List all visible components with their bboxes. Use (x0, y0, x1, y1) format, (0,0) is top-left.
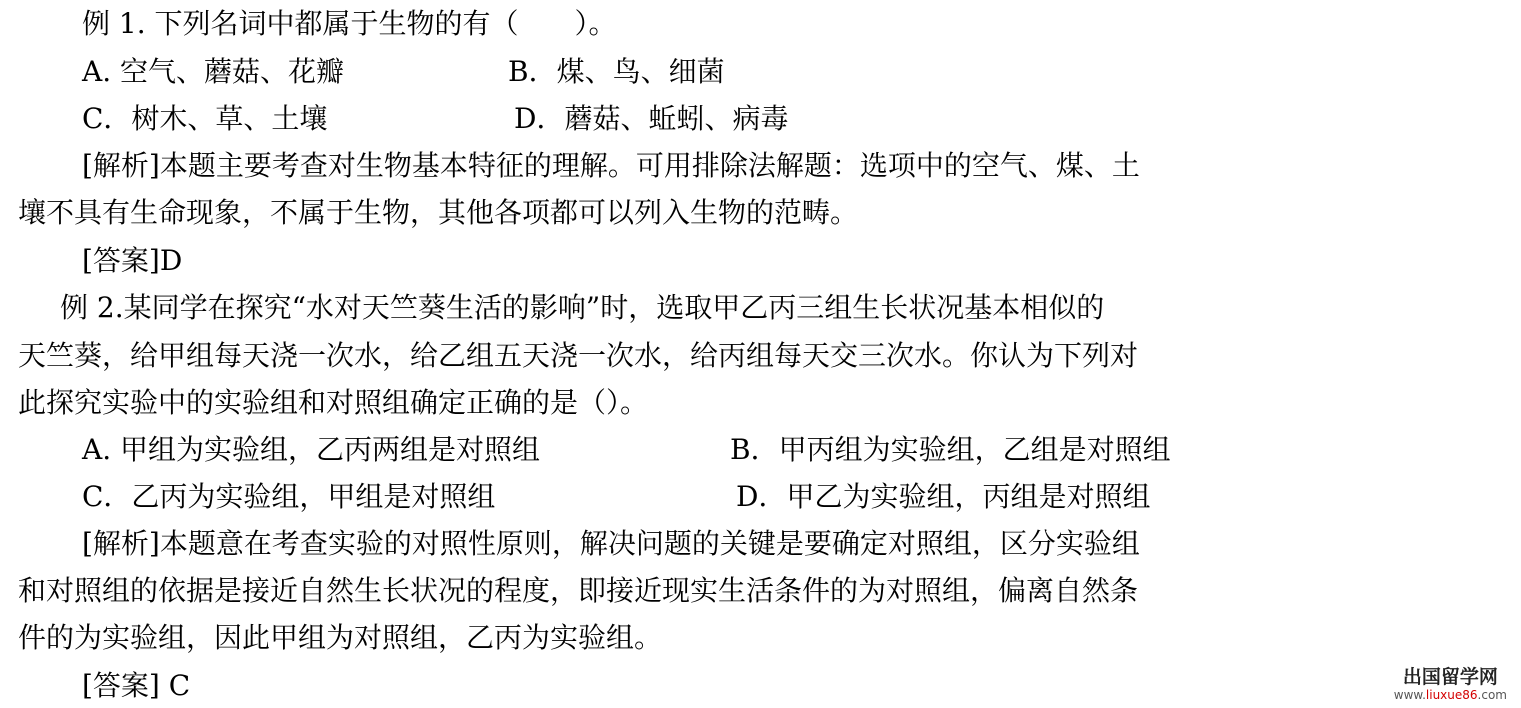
example1-answer: [答案]D (82, 244, 183, 277)
example2-option-d: D．甲乙为实验组，丙组是对照组 (736, 480, 1151, 513)
example1-analysis-line-2: 壤不具有生命现象，不属于生物，其他各项都可以列入生物的范畴。 (18, 196, 859, 229)
watermark-title: 出国留学网 (1402, 666, 1498, 688)
example2-analysis-line-2: 和对照组的依据是接近自然生长状况的程度，即接近现实生活条件的为对照组，偏离自然条 (18, 574, 1139, 607)
example2-answer: [答案] C (82, 669, 191, 702)
site-watermark (1394, 666, 1507, 702)
example2-question-line-2: 天竺葵，给甲组每天浇一次水，给乙组五天浇一次水，给丙组每天交三次水。你认为下列对 (18, 339, 1139, 372)
example1-option-c: C．树木、草、土壤 (82, 102, 328, 135)
example2-option-b: B．甲丙组为实验组，乙组是对照组 (730, 433, 1171, 466)
watermark-url-prefix: www. (1393, 688, 1426, 702)
example1-analysis-line-1: [解析]本题主要考查对生物基本特征的理解。可用排除法解题：选项中的空气、煤、土 (82, 149, 1140, 182)
example2-option-c: C．乙丙为实验组，甲组是对照组 (82, 480, 496, 513)
example1-option-b: B．煤、鸟、细菌 (508, 55, 725, 88)
watermark-url (1394, 688, 1507, 702)
example1-option-a: A. 空气、蘑菇、花瓣 (82, 55, 345, 88)
watermark-url-suffix: .com (1477, 688, 1507, 702)
watermark-url-main: liuxue86 (1425, 688, 1478, 702)
example2-analysis-line-3: 件的为实验组，因此甲组为对照组，乙丙为实验组。 (18, 621, 663, 654)
example2-option-a: A. 甲组为实验组，乙丙两组是对照组 (82, 433, 541, 466)
example1-option-d: D．蘑菇、蚯蚓、病毒 (514, 102, 789, 135)
example2-question-line-1: 例 2.某同学在探究“水对天竺葵生活的影响”时，选取甲乙丙三组生长状况基本相似的 (60, 291, 1105, 324)
example1-question: 例 1. 下列名词中都属于生物的有（ ）。 (82, 7, 617, 40)
example2-analysis-line-1: [解析]本题意在考查实验的对照性原则，解决问题的关键是要确定对照组，区分实验组 (82, 527, 1140, 560)
example2-question-line-3: 此探究实验中的实验组和对照组确定正确的是（）。 (18, 386, 649, 419)
